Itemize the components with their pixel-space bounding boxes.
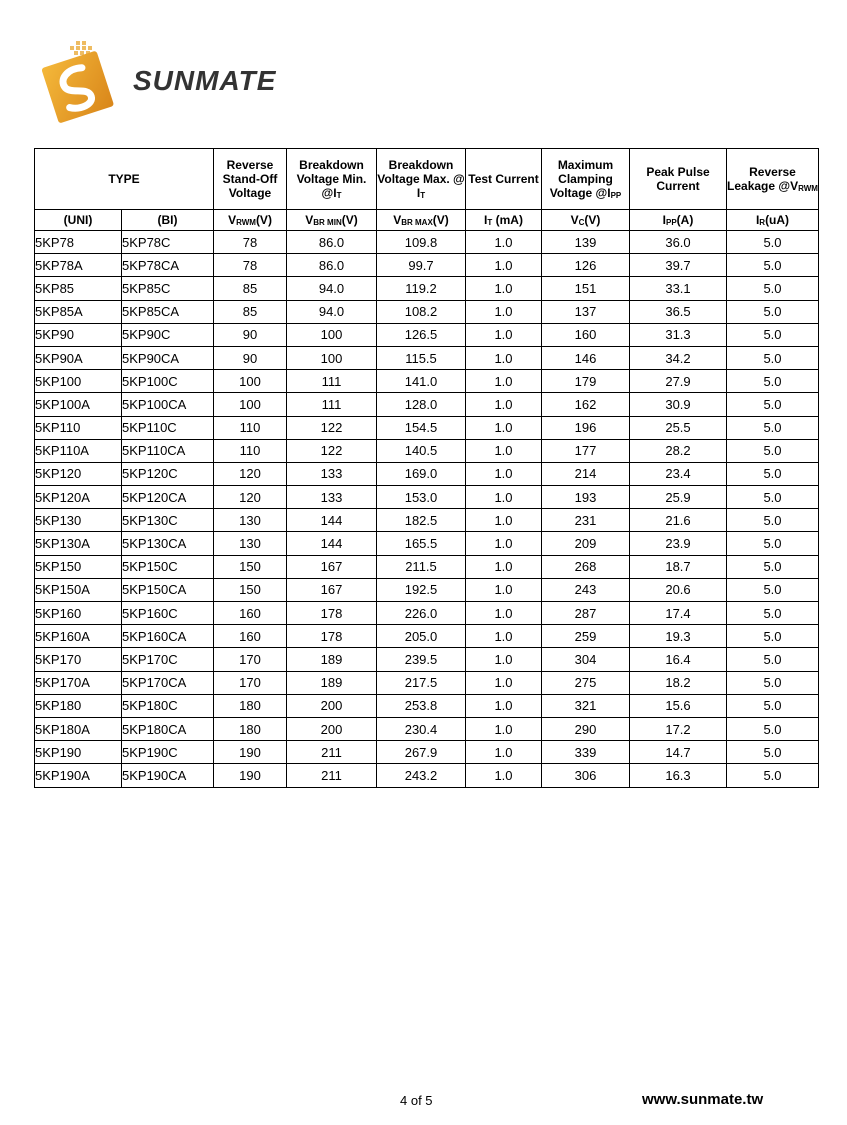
cell-it: 1.0 (466, 231, 542, 254)
cell-vrwm: 120 (214, 462, 287, 485)
sunmate-logo (38, 38, 308, 128)
cell-uni: 5KP130A (35, 532, 122, 555)
header-breakdown-max-text: Breakdown Voltage Max. @ I (377, 158, 465, 200)
cell-bi: 5KP85C (122, 277, 214, 300)
cell-ipp: 23.4 (630, 462, 727, 485)
cell-ir: 5.0 (727, 671, 819, 694)
cell-uni: 5KP100 (35, 370, 122, 393)
cell-vbrmin: 189 (287, 671, 377, 694)
cell-ir: 5.0 (727, 648, 819, 671)
cell-vc: 339 (542, 741, 630, 764)
table-row (35, 486, 819, 509)
cell-ipp: 14.7 (630, 741, 727, 764)
cell-vbrmin: 167 (287, 555, 377, 578)
cell-vc: 306 (542, 764, 630, 787)
cell-ir: 5.0 (727, 323, 819, 346)
cell-bi: 5KP120C (122, 462, 214, 485)
cell-uni: 5KP180 (35, 694, 122, 717)
cell-vc: 196 (542, 416, 630, 439)
cell-vbrmax: 169.0 (377, 462, 466, 485)
table-row (35, 764, 819, 787)
cell-ir: 5.0 (727, 578, 819, 601)
cell-ir: 5.0 (727, 764, 819, 787)
cell-uni: 5KP130 (35, 509, 122, 532)
subheader-vbrmin: $V_{BR MIN}(V)$ (287, 210, 377, 231)
cell-vrwm: 110 (214, 416, 287, 439)
cell-vrwm: 180 (214, 694, 287, 717)
table-row (35, 555, 819, 578)
cell-vbrmin: 144 (287, 532, 377, 555)
cell-vrwm: 100 (214, 370, 287, 393)
cell-ipp: 20.6 (630, 578, 727, 601)
cell-bi: 5KP78C (122, 231, 214, 254)
subheader-vc: $V_C(V)$ (542, 210, 630, 231)
cell-uni: 5KP90 (35, 323, 122, 346)
cell-bi: 5KP170C (122, 648, 214, 671)
header-breakdown-min: Breakdown Voltage Min. $@I_T$ (287, 149, 377, 210)
cell-ipp: 36.0 (630, 231, 727, 254)
cell-ipp: 19.3 (630, 625, 727, 648)
cell-vbrmin: 111 (287, 393, 377, 416)
cell-it: 1.0 (466, 532, 542, 555)
cell-ipp: 17.2 (630, 717, 727, 740)
cell-vbrmax: 109.8 (377, 231, 466, 254)
table-row (35, 370, 819, 393)
cell-vbrmax: 119.2 (377, 277, 466, 300)
cell-vc: 193 (542, 486, 630, 509)
cell-vbrmin: 100 (287, 323, 377, 346)
table-row (35, 648, 819, 671)
cell-vbrmax: 115.5 (377, 346, 466, 369)
cell-it: 1.0 (466, 578, 542, 601)
table-row (35, 578, 819, 601)
cell-vbrmin: 133 (287, 462, 377, 485)
cell-ir: 5.0 (727, 370, 819, 393)
cell-uni: 5KP110 (35, 416, 122, 439)
cell-it: 1.0 (466, 602, 542, 625)
cell-uni: 5KP150 (35, 555, 122, 578)
cell-vc: 137 (542, 300, 630, 323)
table-row (35, 509, 819, 532)
cell-it: 1.0 (466, 717, 542, 740)
cell-ir: 5.0 (727, 625, 819, 648)
cell-uni: 5KP85 (35, 277, 122, 300)
cell-bi: 5KP100C (122, 370, 214, 393)
cell-bi: 5KP120CA (122, 486, 214, 509)
cell-ipp: 28.2 (630, 439, 727, 462)
table-row (35, 346, 819, 369)
subheader-it-unit: (mA) (495, 213, 523, 227)
cell-vc: 231 (542, 509, 630, 532)
table-row (35, 671, 819, 694)
cell-it: 1.0 (466, 694, 542, 717)
cell-it: 1.0 (466, 300, 542, 323)
cell-uni: 5KP110A (35, 439, 122, 462)
cell-bi: 5KP130CA (122, 532, 214, 555)
cell-vc: 177 (542, 439, 630, 462)
cell-vc: 304 (542, 648, 630, 671)
spec-table (34, 148, 819, 788)
cell-vbrmin: 144 (287, 509, 377, 532)
cell-vbrmax: 165.5 (377, 532, 466, 555)
cell-vrwm: 120 (214, 486, 287, 509)
cell-vbrmin: 111 (287, 370, 377, 393)
cell-uni: 5KP120 (35, 462, 122, 485)
cell-vbrmin: 122 (287, 416, 377, 439)
cell-ipp: 18.2 (630, 671, 727, 694)
cell-vc: 209 (542, 532, 630, 555)
cell-uni: 5KP120A (35, 486, 122, 509)
cell-vc: 287 (542, 602, 630, 625)
subheader-ir: $I_R(uA)$ (727, 210, 819, 231)
table-row (35, 532, 819, 555)
header-type: TYPE (35, 149, 214, 210)
cell-it: 1.0 (466, 625, 542, 648)
page-number: 4 of 5 (400, 1093, 433, 1108)
cell-it: 1.0 (466, 741, 542, 764)
cell-bi: 5KP110CA (122, 439, 214, 462)
website-url: www.sunmate.tw (642, 1091, 764, 1108)
cell-vbrmax: 267.9 (377, 741, 466, 764)
cell-vbrmax: 108.2 (377, 300, 466, 323)
cell-vbrmin: 122 (287, 439, 377, 462)
cell-it: 1.0 (466, 439, 542, 462)
cell-ir: 5.0 (727, 231, 819, 254)
table-row (35, 462, 819, 485)
header-row (35, 149, 819, 210)
cell-ipp: 30.9 (630, 393, 727, 416)
cell-ipp: 33.1 (630, 277, 727, 300)
cell-it: 1.0 (466, 393, 542, 416)
cell-vbrmax: 140.5 (377, 439, 466, 462)
cell-ir: 5.0 (727, 300, 819, 323)
cell-ir: 5.0 (727, 717, 819, 740)
cell-bi: 5KP160C (122, 602, 214, 625)
subheader-ipp-unit: (A) (676, 213, 694, 227)
subheader-uni: (UNI) (35, 210, 122, 231)
cell-it: 1.0 (466, 462, 542, 485)
cell-it: 1.0 (466, 370, 542, 393)
cell-vbrmin: 86.0 (287, 254, 377, 277)
cell-vc: 126 (542, 254, 630, 277)
cell-ipp: 25.5 (630, 416, 727, 439)
cell-ir: 5.0 (727, 462, 819, 485)
cell-vc: 268 (542, 555, 630, 578)
cell-vbrmin: 200 (287, 717, 377, 740)
table-row (35, 694, 819, 717)
cell-ir: 5.0 (727, 277, 819, 300)
header-reverse-leakage-text: Reverse Leakage @V (727, 165, 799, 193)
cell-ipp: 23.9 (630, 532, 727, 555)
cell-vc: 214 (542, 462, 630, 485)
cell-vrwm: 90 (214, 323, 287, 346)
cell-ipp: 36.5 (630, 300, 727, 323)
cell-vbrmin: 200 (287, 694, 377, 717)
cell-uni: 5KP100A (35, 393, 122, 416)
table-row (35, 602, 819, 625)
cell-uni: 5KP160 (35, 602, 122, 625)
cell-bi: 5KP90CA (122, 346, 214, 369)
cell-ir: 5.0 (727, 486, 819, 509)
cell-vc: 151 (542, 277, 630, 300)
cell-bi: 5KP110C (122, 416, 214, 439)
cell-ipp: 18.7 (630, 555, 727, 578)
cell-vrwm: 130 (214, 509, 287, 532)
cell-ir: 5.0 (727, 741, 819, 764)
cell-vbrmin: 86.0 (287, 231, 377, 254)
cell-bi: 5KP170CA (122, 671, 214, 694)
subheader-vrwm-unit: (V) (255, 213, 272, 227)
cell-vbrmax: 211.5 (377, 555, 466, 578)
cell-bi: 5KP190CA (122, 764, 214, 787)
header-peak-pulse: Peak Pulse Current (630, 149, 727, 210)
table-row (35, 416, 819, 439)
cell-bi: 5KP190C (122, 741, 214, 764)
cell-vrwm: 190 (214, 764, 287, 787)
cell-it: 1.0 (466, 323, 542, 346)
cell-it: 1.0 (466, 764, 542, 787)
cell-it: 1.0 (466, 277, 542, 300)
cell-vbrmax: 226.0 (377, 602, 466, 625)
cell-uni: 5KP190 (35, 741, 122, 764)
cell-ir: 5.0 (727, 254, 819, 277)
subheader-row (35, 210, 819, 231)
cell-vbrmax: 217.5 (377, 671, 466, 694)
cell-ir: 5.0 (727, 393, 819, 416)
table-row (35, 393, 819, 416)
table-row (35, 717, 819, 740)
cell-vrwm: 85 (214, 300, 287, 323)
cell-vc: 290 (542, 717, 630, 740)
cell-vbrmin: 178 (287, 625, 377, 648)
cell-uni: 5KP180A (35, 717, 122, 740)
cell-vrwm: 150 (214, 578, 287, 601)
cell-vbrmin: 133 (287, 486, 377, 509)
cell-ipp: 39.7 (630, 254, 727, 277)
subheader-bi: (BI) (122, 210, 214, 231)
cell-vbrmax: 141.0 (377, 370, 466, 393)
cell-uni: 5KP190A (35, 764, 122, 787)
cell-ipp: 17.4 (630, 602, 727, 625)
cell-vbrmax: 153.0 (377, 486, 466, 509)
subheader-vbrmax: $V_{BR MAX}(V)$ (377, 210, 466, 231)
cell-vrwm: 78 (214, 254, 287, 277)
cell-ir: 5.0 (727, 346, 819, 369)
cell-vbrmin: 94.0 (287, 300, 377, 323)
cell-vrwm: 160 (214, 602, 287, 625)
cell-ir: 5.0 (727, 439, 819, 462)
cell-vrwm: 190 (214, 741, 287, 764)
cell-vrwm: 110 (214, 439, 287, 462)
table-body (35, 231, 819, 788)
cell-vrwm: 170 (214, 671, 287, 694)
header-test-current: Test Current (466, 149, 542, 210)
cell-vrwm: 100 (214, 393, 287, 416)
cell-vc: 160 (542, 323, 630, 346)
cell-vrwm: 180 (214, 717, 287, 740)
sunmate-logo-graphic (38, 38, 308, 128)
subheader-vbrmin-unit: (V) (341, 213, 358, 227)
subheader-ir-unit: (uA) (765, 213, 790, 227)
cell-it: 1.0 (466, 416, 542, 439)
cell-ipp: 21.6 (630, 509, 727, 532)
cell-vbrmin: 100 (287, 346, 377, 369)
cell-ir: 5.0 (727, 532, 819, 555)
subheader-vbrmax-unit: (V) (432, 213, 449, 227)
cell-bi: 5KP180C (122, 694, 214, 717)
table-row (35, 323, 819, 346)
cell-vrwm: 90 (214, 346, 287, 369)
cell-vc: 179 (542, 370, 630, 393)
cell-vbrmax: 99.7 (377, 254, 466, 277)
cell-vc: 162 (542, 393, 630, 416)
cell-vbrmin: 178 (287, 602, 377, 625)
cell-it: 1.0 (466, 648, 542, 671)
cell-vc: 243 (542, 578, 630, 601)
cell-uni: 5KP85A (35, 300, 122, 323)
header-reverse-leakage: Reverse Leakage $@V_{RWM}$ (727, 149, 819, 210)
cell-ipp: 31.3 (630, 323, 727, 346)
cell-vrwm: 130 (214, 532, 287, 555)
cell-bi: 5KP78CA (122, 254, 214, 277)
header-breakdown-max: Breakdown Voltage Max. @ $I_T$ (377, 149, 466, 210)
cell-ipp: 27.9 (630, 370, 727, 393)
cell-vbrmax: 182.5 (377, 509, 466, 532)
table-row (35, 625, 819, 648)
cell-ipp: 16.4 (630, 648, 727, 671)
cell-bi: 5KP160CA (122, 625, 214, 648)
cell-uni: 5KP78A (35, 254, 122, 277)
subheader-it: $I_T$ (mA) (466, 210, 542, 231)
header-reverse-standoff: Reverse Stand-Off Voltage (214, 149, 287, 210)
table-row (35, 254, 819, 277)
subheader-vrwm: $V_{RWM}(V)$ (214, 210, 287, 231)
cell-ipp: 34.2 (630, 346, 727, 369)
cell-vbrmax: 154.5 (377, 416, 466, 439)
cell-it: 1.0 (466, 486, 542, 509)
cell-ir: 5.0 (727, 509, 819, 532)
cell-bi: 5KP90C (122, 323, 214, 346)
cell-vbrmin: 167 (287, 578, 377, 601)
cell-uni: 5KP170 (35, 648, 122, 671)
table-row (35, 231, 819, 254)
cell-it: 1.0 (466, 346, 542, 369)
cell-vc: 321 (542, 694, 630, 717)
cell-ir: 5.0 (727, 694, 819, 717)
cell-ir: 5.0 (727, 602, 819, 625)
cell-uni: 5KP170A (35, 671, 122, 694)
cell-bi: 5KP100CA (122, 393, 214, 416)
table-row (35, 439, 819, 462)
cell-ipp: 15.6 (630, 694, 727, 717)
cell-vbrmin: 189 (287, 648, 377, 671)
cell-vrwm: 85 (214, 277, 287, 300)
subheader-ipp: $I_{PP}(A)$ (630, 210, 727, 231)
cell-it: 1.0 (466, 254, 542, 277)
table-row (35, 300, 819, 323)
cell-ipp: 16.3 (630, 764, 727, 787)
header-breakdown-min-text: Breakdown Voltage Min. @I (296, 158, 367, 200)
subheader-vc-unit: (V) (584, 213, 601, 227)
cell-ipp: 25.9 (630, 486, 727, 509)
cell-vbrmin: 211 (287, 741, 377, 764)
cell-bi: 5KP180CA (122, 717, 214, 740)
cell-vbrmax: 239.5 (377, 648, 466, 671)
cell-it: 1.0 (466, 555, 542, 578)
cell-vbrmin: 211 (287, 764, 377, 787)
cell-vrwm: 78 (214, 231, 287, 254)
cell-uni: 5KP78 (35, 231, 122, 254)
cell-uni: 5KP90A (35, 346, 122, 369)
cell-vc: 139 (542, 231, 630, 254)
cell-it: 1.0 (466, 509, 542, 532)
cell-vbrmax: 230.4 (377, 717, 466, 740)
cell-bi: 5KP150C (122, 555, 214, 578)
cell-uni: 5KP150A (35, 578, 122, 601)
cell-vrwm: 160 (214, 625, 287, 648)
cell-ir: 5.0 (727, 416, 819, 439)
cell-vbrmax: 126.5 (377, 323, 466, 346)
cell-ir: 5.0 (727, 555, 819, 578)
cell-vc: 275 (542, 671, 630, 694)
cell-vbrmax: 253.8 (377, 694, 466, 717)
cell-vbrmax: 192.5 (377, 578, 466, 601)
cell-uni: 5KP160A (35, 625, 122, 648)
cell-vbrmin: 94.0 (287, 277, 377, 300)
cell-vc: 259 (542, 625, 630, 648)
cell-vc: 146 (542, 346, 630, 369)
brand-wordmark: SUNMATE (133, 65, 277, 96)
cell-it: 1.0 (466, 671, 542, 694)
cell-vrwm: 150 (214, 555, 287, 578)
table-row (35, 741, 819, 764)
cell-vrwm: 170 (214, 648, 287, 671)
table-row (35, 277, 819, 300)
cell-vbrmax: 243.2 (377, 764, 466, 787)
cell-bi: 5KP150CA (122, 578, 214, 601)
cell-vbrmax: 205.0 (377, 625, 466, 648)
cell-vbrmax: 128.0 (377, 393, 466, 416)
header-max-clamping-text: Maximum Clamping Voltage @I (549, 158, 614, 200)
cell-bi: 5KP85CA (122, 300, 214, 323)
cell-bi: 5KP130C (122, 509, 214, 532)
header-max-clamping: Maximum Clamping Voltage $@I_{PP}$ (542, 149, 630, 210)
